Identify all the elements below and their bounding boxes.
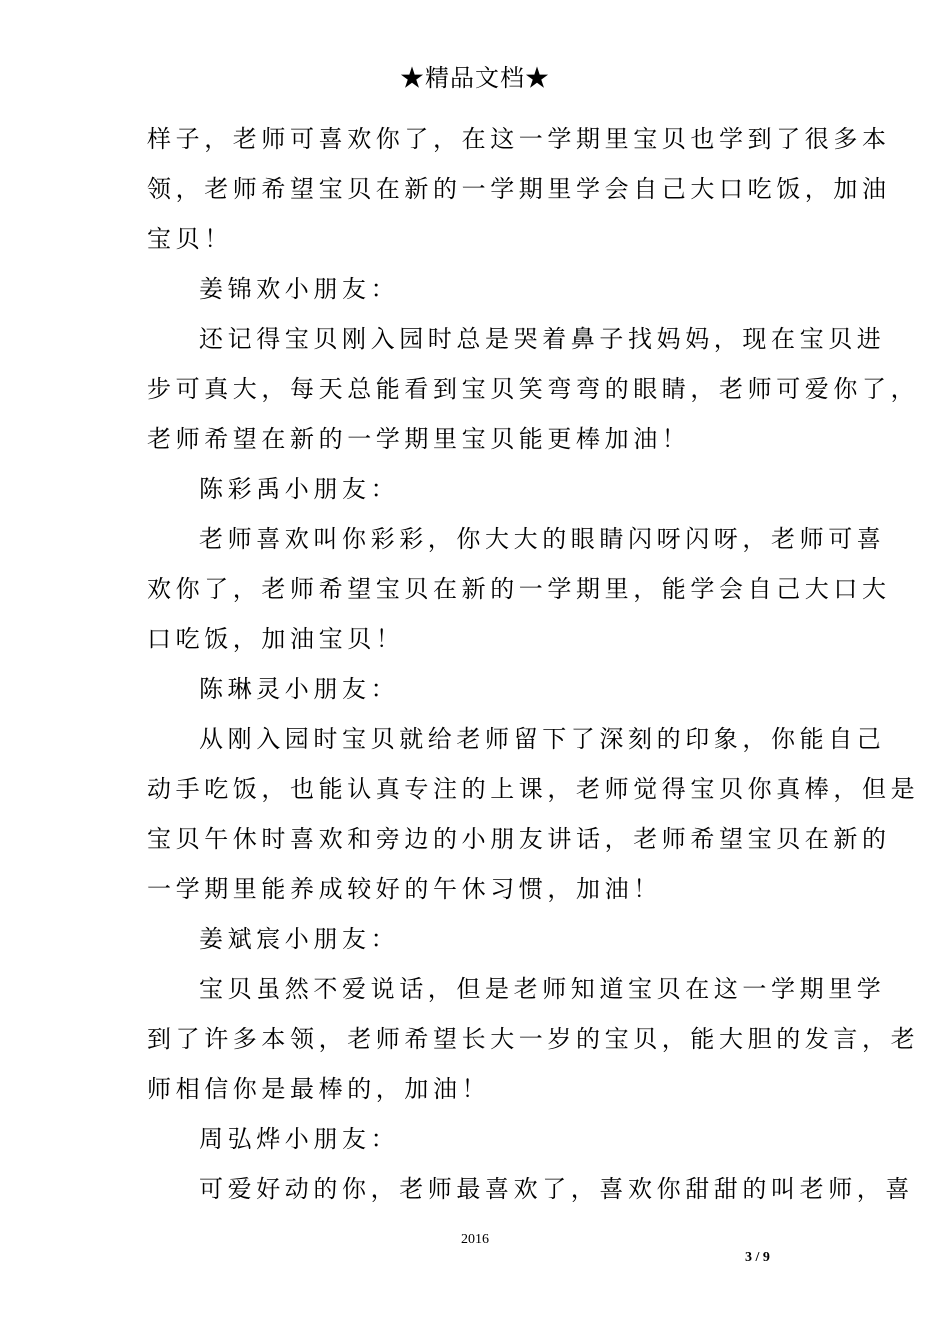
text-line: 宝贝！ <box>147 225 233 253</box>
text-line: 周弘烨小朋友： <box>199 1125 400 1153</box>
text-line: 欢你了，老师希望宝贝在新的一学期里，能学会自己大口大 <box>147 575 891 603</box>
text-line: 动手吃饭，也能认真专注的上课，老师觉得宝贝你真棒，但是 <box>147 775 920 803</box>
text-line: 还记得宝贝刚入园时总是哭着鼻子找妈妈，现在宝贝进 <box>199 325 886 353</box>
page-number: 3 / 9 <box>745 1250 770 1265</box>
text-line: 宝贝午休时喜欢和旁边的小朋友讲话，老师希望宝贝在新的 <box>147 825 891 853</box>
text-line: 姜锦欢小朋友： <box>199 275 400 303</box>
page-header-title: ★精品文档★ <box>400 64 550 92</box>
text-line: 一学期里能养成较好的午休习惯，加油！ <box>147 875 662 903</box>
text-line: 口吃饭，加油宝贝！ <box>147 625 405 653</box>
text-line: 从刚入园时宝贝就给老师留下了深刻的印象，你能自己 <box>199 725 886 753</box>
text-line: 样子，老师可喜欢你了，在这一学期里宝贝也学到了很多本 <box>147 125 891 153</box>
text-line: 步可真大，每天总能看到宝贝笑弯弯的眼睛，老师可爱你了， <box>147 375 920 403</box>
text-line: 到了许多本领，老师希望长大一岁的宝贝，能大胆的发言，老 <box>147 1025 920 1053</box>
text-line: 可爱好动的你，老师最喜欢了，喜欢你甜甜的叫老师，喜 <box>199 1175 914 1203</box>
text-line: 老师希望在新的一学期里宝贝能更棒加油！ <box>147 425 691 453</box>
footer-year: 2016 <box>461 1232 489 1247</box>
text-line: 老师喜欢叫你彩彩，你大大的眼睛闪呀闪呀，老师可喜 <box>199 525 886 553</box>
text-line: 姜斌宸小朋友： <box>199 925 400 953</box>
text-line: 陈琳灵小朋友： <box>199 675 400 703</box>
text-line: 领，老师希望宝贝在新的一学期里学会自己大口吃饭，加油 <box>147 175 891 203</box>
text-line: 师相信你是最棒的，加油！ <box>147 1075 491 1103</box>
text-line: 宝贝虽然不爱说话，但是老师知道宝贝在这一学期里学 <box>199 975 886 1003</box>
document-body <box>147 114 920 1214</box>
text-line: 陈彩禹小朋友： <box>199 475 400 503</box>
